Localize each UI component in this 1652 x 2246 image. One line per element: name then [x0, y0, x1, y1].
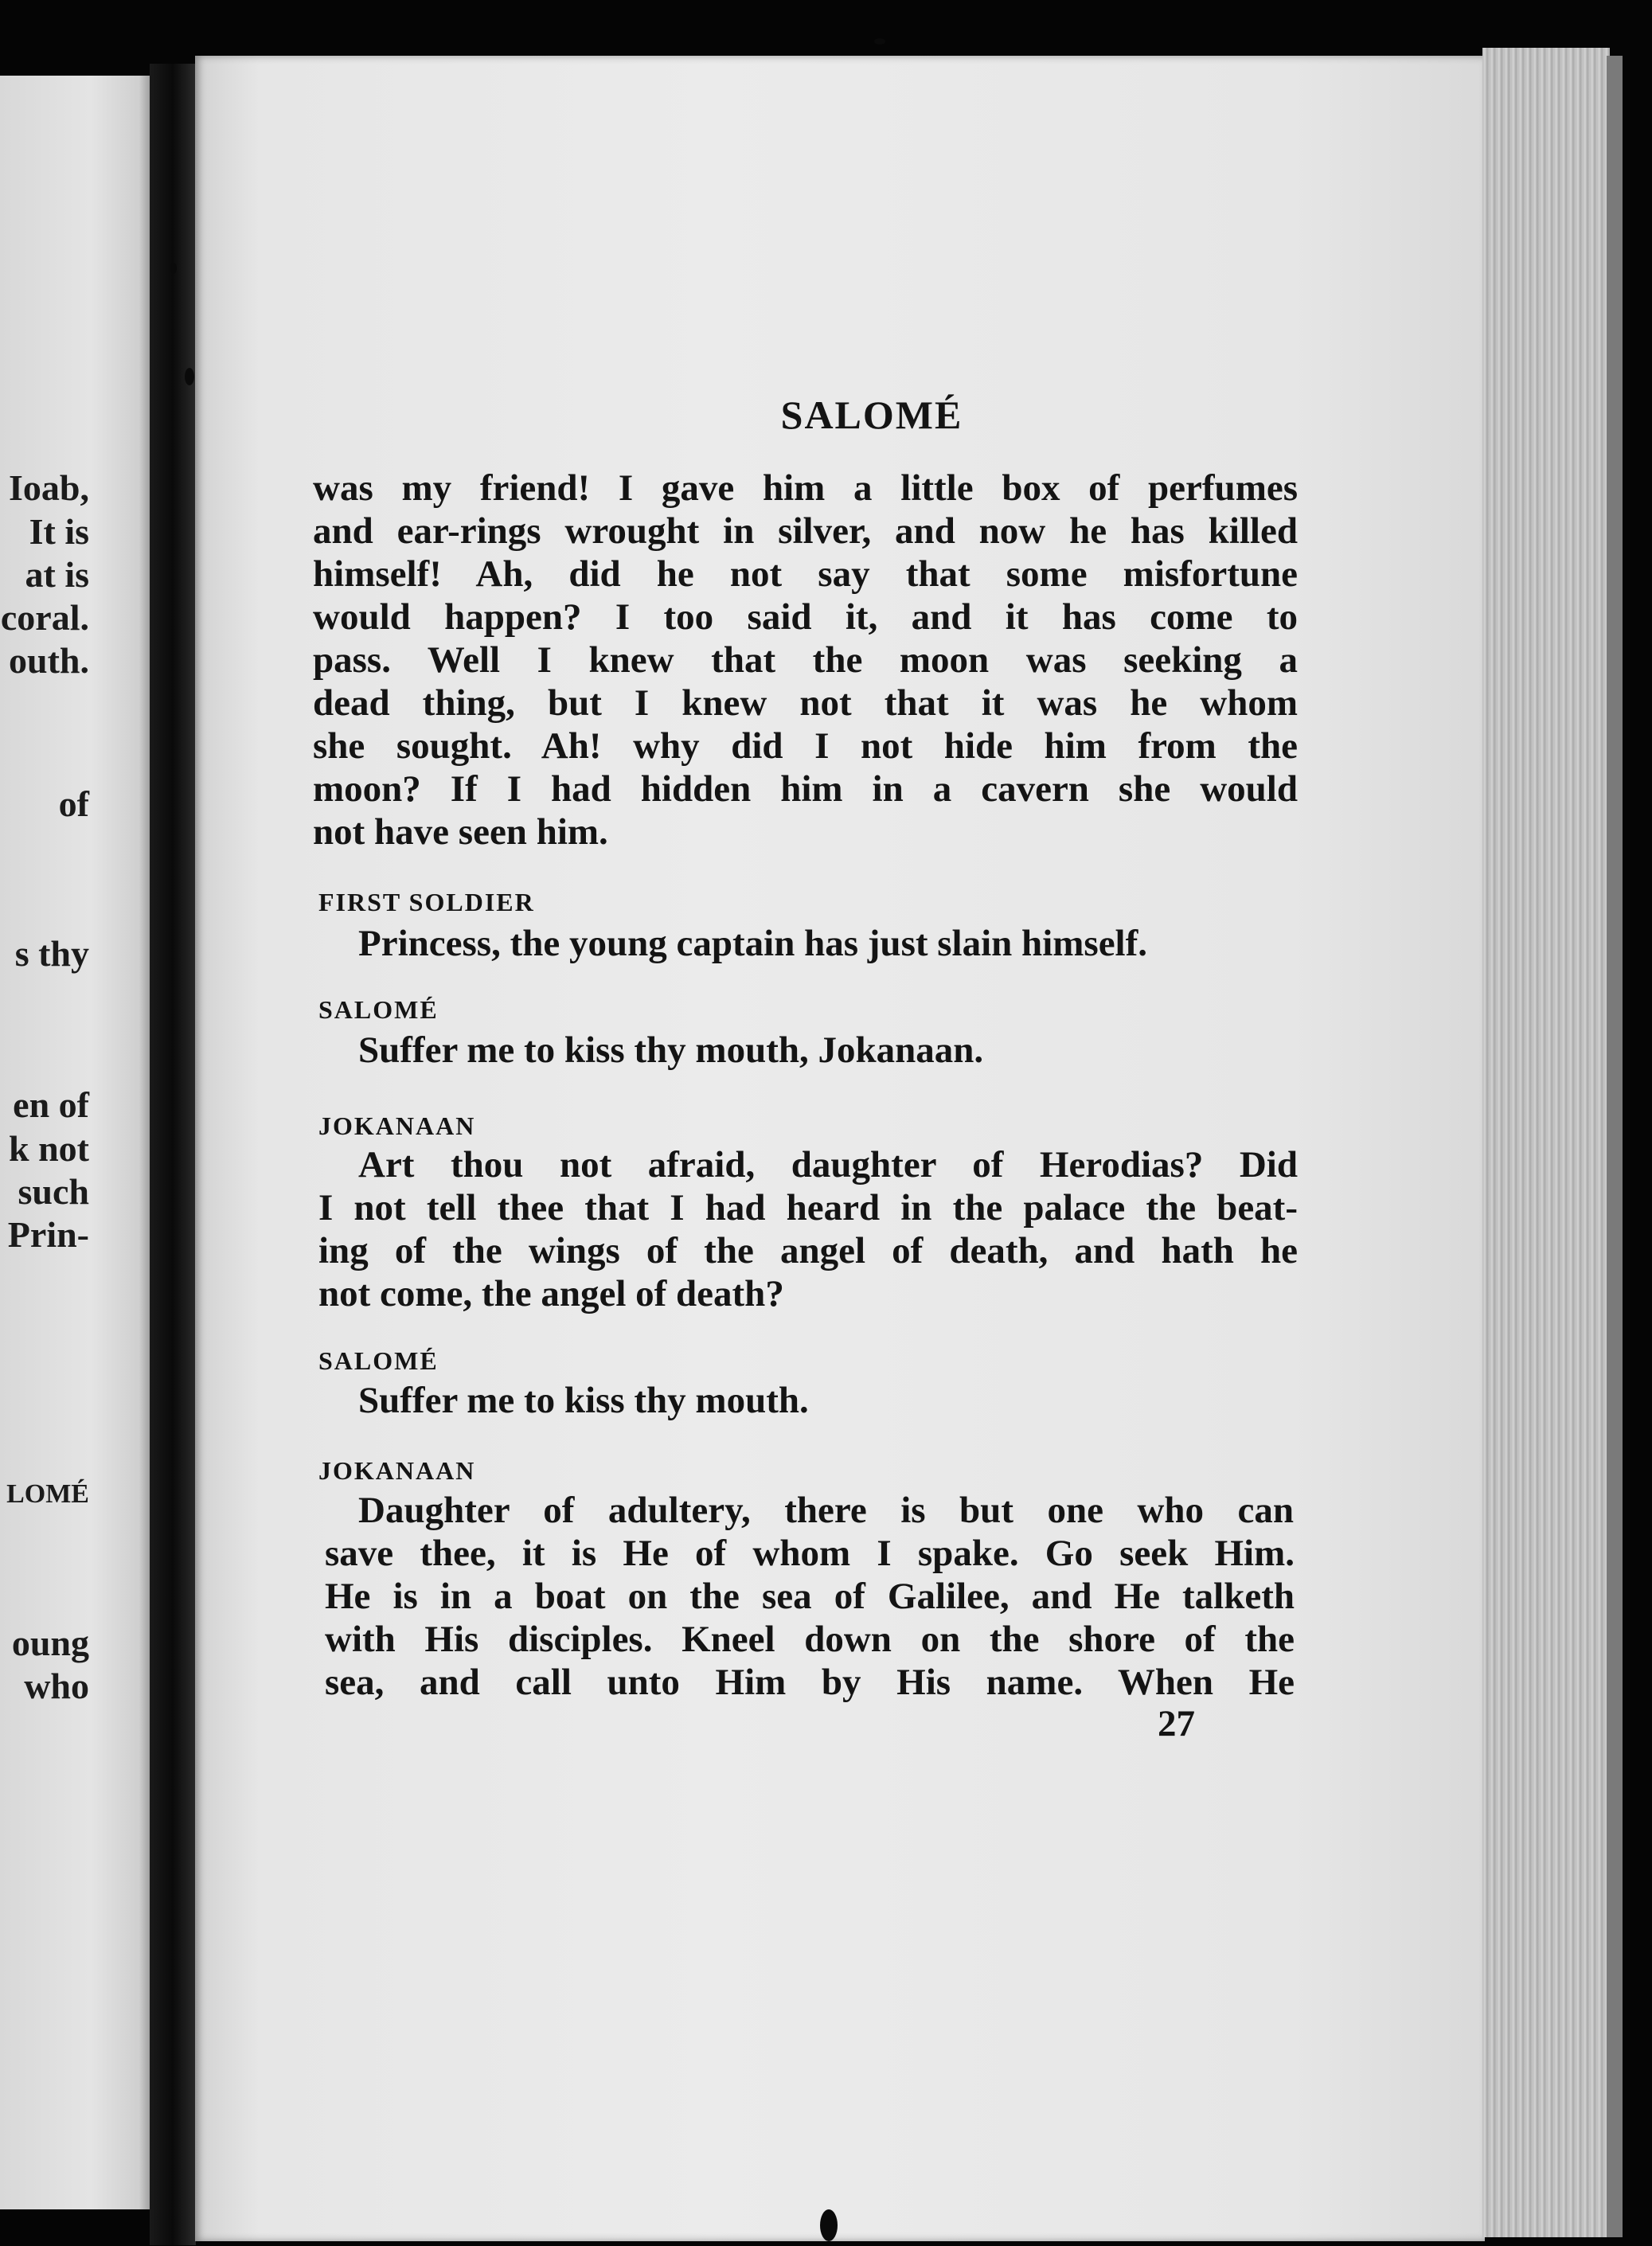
text-line: dead thing, but I knew not that it was he whom: [313, 682, 1298, 724]
speaker-name: SALOMÉ: [318, 1346, 439, 1375]
scan-speck: [170, 263, 177, 274]
left-page-text-line: who: [24, 1666, 89, 1706]
text-line: was my friend! I gave him a little box of perfumes: [313, 467, 1298, 509]
left-page-text-line: outh.: [9, 640, 89, 681]
left-page-text-line: oung: [11, 1623, 89, 1663]
running-head: SALOMÉ: [780, 393, 963, 437]
text-line: Daughter of adultery, there is but one who can: [358, 1490, 1294, 1531]
text-line: He is in a boat on the sea of Galilee, and He talketh: [325, 1576, 1295, 1617]
speaker-name: JOKANAAN: [318, 1456, 476, 1485]
text-line: with His disciples. Kneel down on the shore of the: [325, 1619, 1295, 1660]
text-line: not come, the angel of death?: [318, 1273, 784, 1314]
left-page-text-line: at is: [25, 554, 89, 595]
page-edges: [1482, 48, 1610, 2237]
book-gutter: [150, 64, 196, 2245]
text-line: Suffer me to kiss thy mouth.: [358, 1380, 809, 1421]
text-line: himself! Ah, did he not say that some misfortune: [313, 553, 1298, 595]
speaker-name: JOKANAAN: [318, 1111, 476, 1140]
text-line: and ear-rings wrought in silver, and now he has killed: [313, 510, 1298, 552]
text-line: save thee, it is He of whom I spake. Go seek Him.: [325, 1533, 1295, 1574]
page-number: 27: [1158, 1703, 1195, 1744]
left-page-text-line: Ioab,: [9, 467, 89, 508]
text-line: I not tell thee that I had heard in the palace the beat-: [318, 1187, 1298, 1228]
left-page-text-line: It is: [29, 511, 89, 552]
text-line: ing of the wings of the angel of death, and hath he: [318, 1230, 1298, 1271]
scan-speck: [874, 38, 885, 45]
left-page-speaker-fragment: LOMÉ: [6, 1479, 89, 1509]
text-line: would happen? I too said it, and it has come to: [313, 596, 1298, 638]
text-line: she sought. Ah! why did I not hide him from the: [313, 725, 1298, 767]
left-page-text-line: s thy: [14, 933, 89, 974]
scan-speck: [820, 2209, 838, 2241]
left-page-text-line: coral.: [0, 597, 89, 638]
text-line: sea, and call unto Him by His name. When He: [325, 1662, 1295, 1703]
left-page-text-line: of: [58, 783, 89, 824]
text-line: pass. Well I knew that the moon was seeking a: [313, 639, 1298, 681]
left-page-text-line: en of: [13, 1084, 89, 1125]
text-line: not have seen him.: [313, 811, 608, 853]
text-line: moon? If I had hidden him in a cavern she would: [313, 768, 1298, 810]
text-line: Art thou not afraid, daughter of Herodias? Did: [358, 1144, 1298, 1185]
left-page-text-line: such: [18, 1171, 89, 1212]
speaker-name: FIRST SOLDIER: [318, 888, 535, 916]
left-page-text-line: k not: [9, 1128, 89, 1169]
page-edges-shadow: [1607, 56, 1623, 2237]
speaker-name: SALOMÉ: [318, 995, 439, 1024]
text-line: Princess, the young captain has just slain himself.: [358, 923, 1148, 964]
left-page-text-line: Prin-: [7, 1214, 89, 1255]
text-line: Suffer me to kiss thy mouth, Jokanaan.: [358, 1029, 984, 1071]
scan-speck: [185, 368, 194, 385]
